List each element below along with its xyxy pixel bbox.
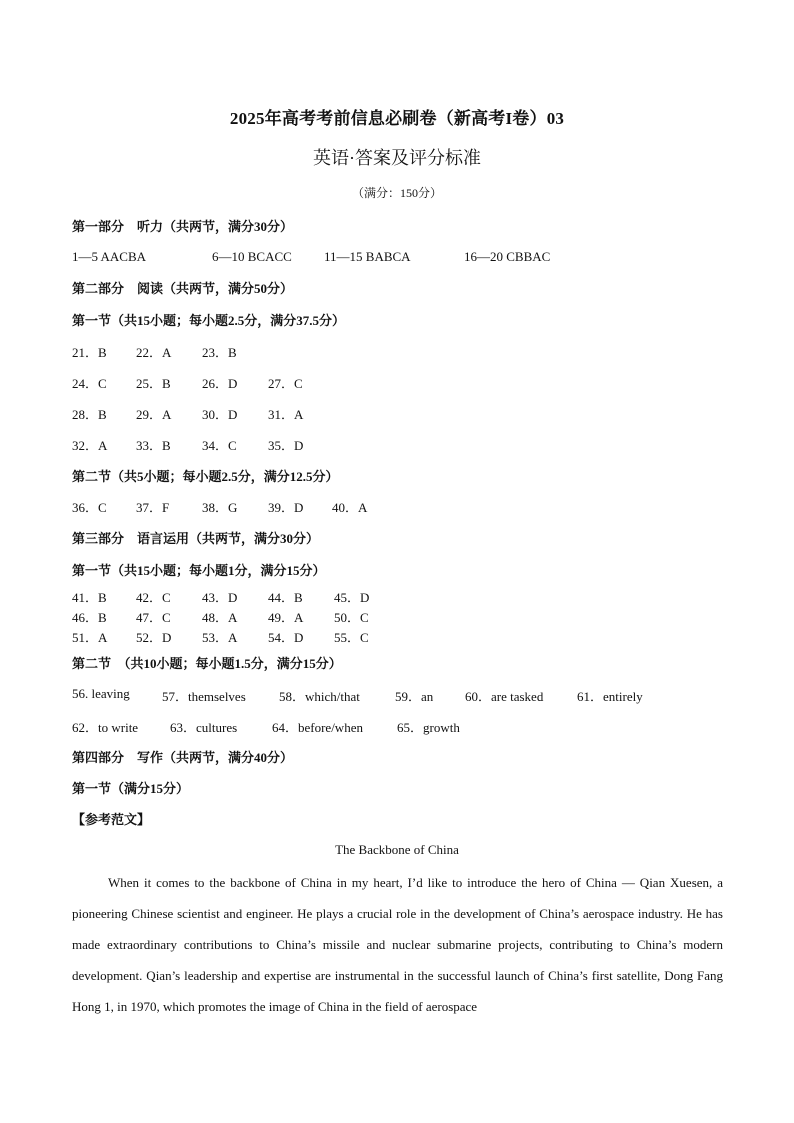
answer-item: 49．A [268, 610, 304, 625]
answer-item: 29．A [136, 407, 172, 422]
answer-item: 50．C [334, 610, 369, 625]
answer-item: 51．A [72, 630, 108, 645]
answer-item: 43．D [202, 590, 238, 605]
answer-item: 40．A [332, 500, 368, 515]
part2-section2-heading: 第二节（共5小题；每小题2.5分，满分12.5分） [72, 469, 339, 484]
part2-section1-heading: 第一节（共15小题；每小题2.5分，满分37.5分） [72, 313, 346, 328]
answer-item: 23．B [202, 345, 237, 360]
answer-item: 57．themselves [162, 689, 246, 704]
answer-item: 56. leaving [72, 686, 130, 701]
answer-item: 38．G [202, 500, 238, 515]
answer-group: 6—10 BCACC [212, 249, 292, 264]
part4-section1-heading: 第一节（满分15分） [72, 781, 190, 796]
answer-item: 28．B [72, 407, 107, 422]
answer-group: 16—20 CBBAC [464, 249, 551, 264]
answer-item: 60．are tasked [465, 689, 544, 704]
part3-heading: 第三部分 语言运用（共两节，满分30分） [72, 531, 320, 546]
answer-item: 22．A [136, 345, 172, 360]
answer-item: 25．B [136, 376, 171, 391]
answer-item: 52．D [136, 630, 172, 645]
answer-item: 26．D [202, 376, 238, 391]
answer-item: 24．C [72, 376, 107, 391]
essay-paragraph: When it comes to the backbone of China in my heart, I’d like to introduce the hero of China — Qian Xuesen, a pioneering Chinese scientist and engineer. He plays a crucial role in the development of China’s aerospace industry. He has made extraordinary contributions to China’s missile and nuclear submarine projects, contributing to China’s modern development. Qian’s leadership and expertise are instrumental in the successful launch of China’s first satellite, Dong Fang Hong 1, in 1970, which promotes the image of China in the field of aerospace [72, 875, 723, 1014]
answer-item: 31．A [268, 407, 304, 422]
answer-item: 54．D [268, 630, 304, 645]
full-score-note: （满分：150分） [351, 186, 442, 200]
answer-item: 61．entirely [577, 689, 643, 704]
answer-item: 47．C [136, 610, 171, 625]
essay-title: The Backbone of China [335, 842, 459, 857]
answer-item: 53．A [202, 630, 238, 645]
answer-item: 37．F [136, 500, 170, 515]
part2-heading: 第二部分 阅读（共两节，满分50分） [72, 281, 294, 296]
answer-item: 48．A [202, 610, 238, 625]
part3-section1-heading: 第一节（共15小题；每小题1分，满分15分） [72, 563, 326, 578]
answer-group: 1—5 AACBA [72, 249, 147, 264]
answer-item: 62．to write [72, 720, 139, 735]
answer-item: 30．D [202, 407, 238, 422]
page-subtitle: 英语·答案及评分标准 [313, 148, 481, 168]
answer-item: 59．an [395, 689, 434, 704]
answer-item: 33．B [136, 438, 171, 453]
answer-item: 65．growth [397, 720, 460, 735]
answer-item: 64．before/when [272, 720, 363, 735]
answer-group: 11—15 BABCA [324, 249, 411, 264]
answer-item: 36．C [72, 500, 107, 515]
part3-section2-heading: 第二节 （共10小题；每小题1.5分，满分15分） [72, 656, 342, 671]
answer-item: 35．D [268, 438, 304, 453]
answer-item: 63．cultures [170, 720, 238, 735]
part4-heading: 第四部分 写作（共两节，满分40分） [72, 750, 294, 765]
answer-item: 46．B [72, 610, 107, 625]
part1-heading: 第一部分 听力（共两节，满分30分） [72, 219, 294, 234]
answer-item: 27．C [268, 376, 303, 391]
answer-item: 39．D [268, 500, 304, 515]
answer-item: 21．B [72, 345, 107, 360]
answer-item: 41．B [72, 590, 107, 605]
answer-item: 45．D [334, 590, 370, 605]
answer-item: 42．C [136, 590, 171, 605]
answer-item: 44．B [268, 590, 303, 605]
sample-essay-label: 【参考范文】 [72, 812, 151, 827]
answer-item: 32．A [72, 438, 108, 453]
page-title: 2025年高考考前信息必刷卷（新高考I卷）03 [229, 109, 565, 128]
answer-item: 55．C [334, 630, 369, 645]
answer-item: 34．C [202, 438, 237, 453]
answer-item: 58．which/that [279, 689, 360, 704]
